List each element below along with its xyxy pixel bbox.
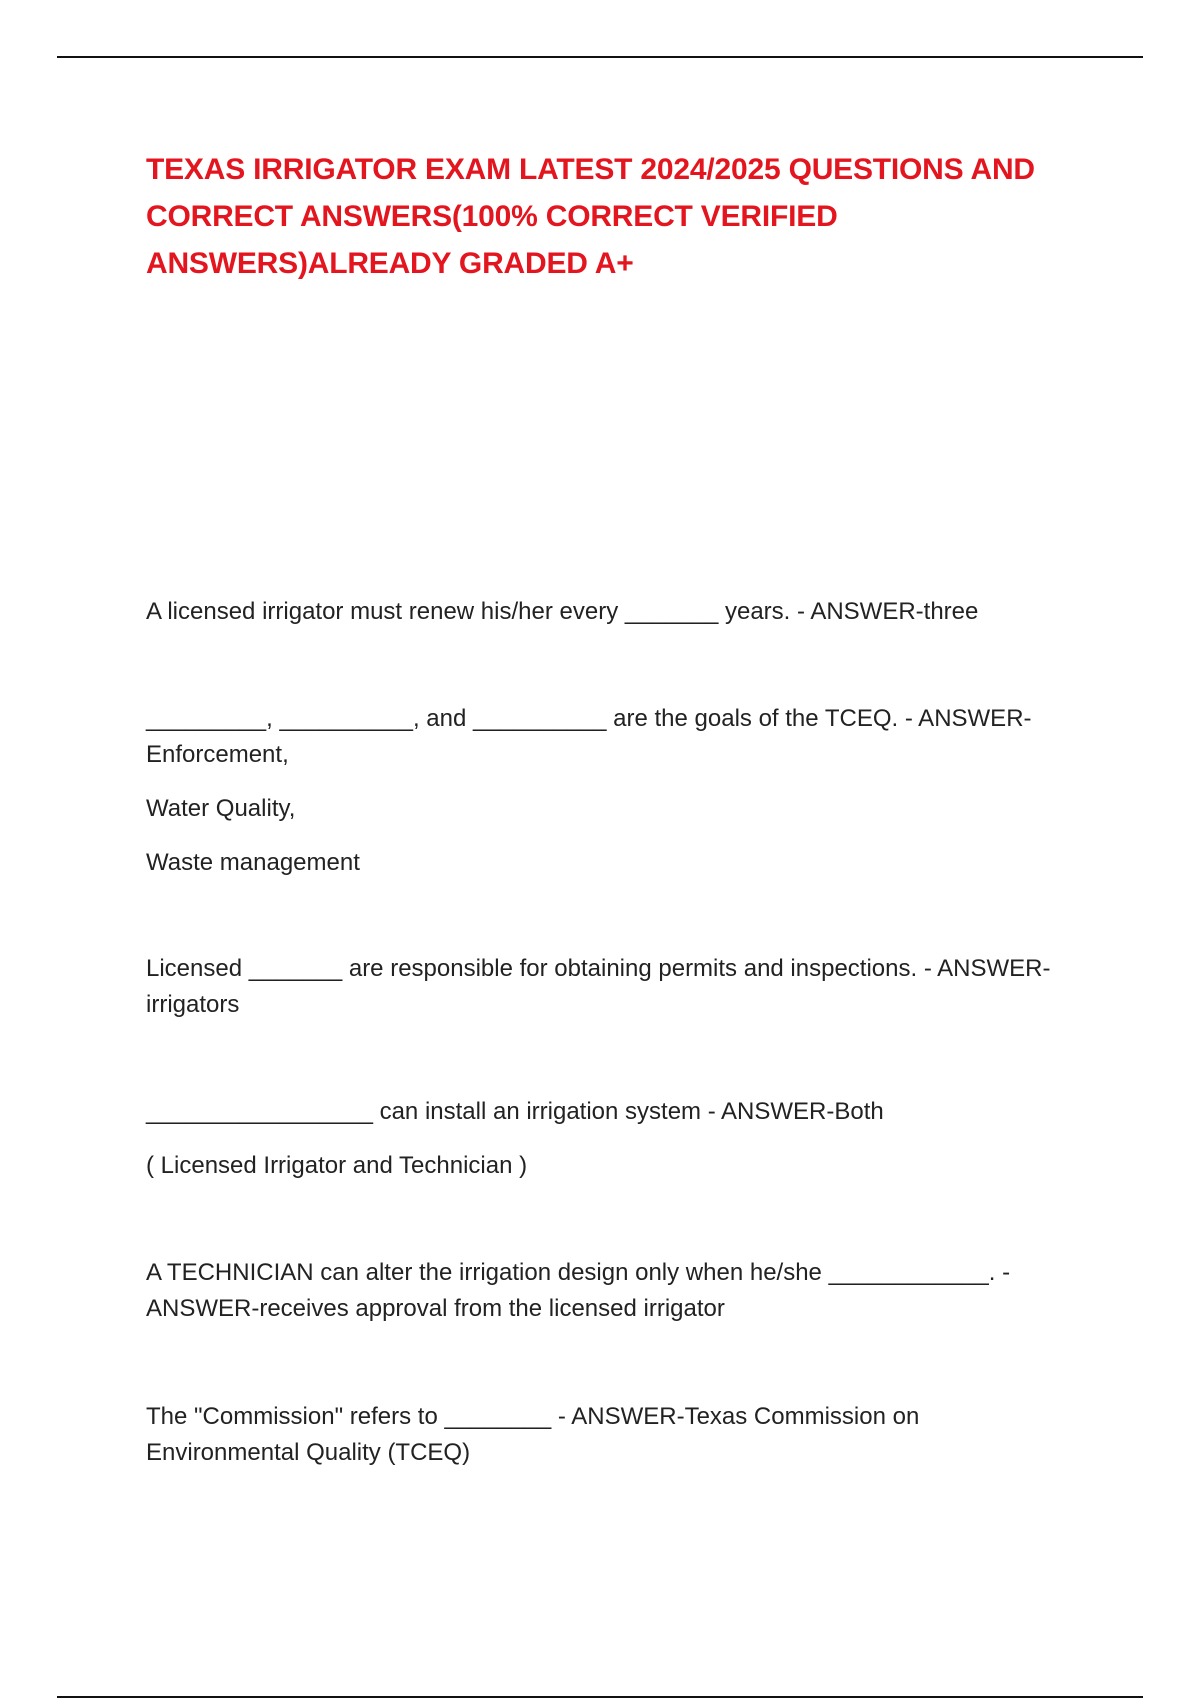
qa-item-renewal (146, 594, 1066, 630)
qa-answer-line: Water Quality, (146, 795, 296, 822)
qa-text: The "Commission" refers to ________ - ANSWER-Texas Commission on Environmental Quality (TCEQ) (146, 1403, 920, 1466)
qa-text: _________, __________, and __________ are the goals of the TCEQ. - ANSWER-Enforcement, (146, 705, 1032, 768)
qa-text: A licensed irrigator must renew his/her every _______ years. - ANSWER-three (146, 598, 979, 625)
qa-text: A TECHNICIAN can alter the irrigation design only when he/she ____________. - ANSWER-receives approval from the licensed irrigator (146, 1259, 1011, 1322)
qa-item-permits (146, 951, 1066, 1023)
document-title: TEXAS IRRIGATOR EXAM LATEST 2024/2025 QUESTIONS AND CORRECT ANSWERS(100% CORRECT VERIFIED ANSWERS)ALREADY GRADED A+ (146, 153, 1035, 280)
qa-answer-line: Waste management (146, 849, 360, 876)
page-top-rule (57, 56, 1143, 58)
qa-item-install (146, 1094, 1066, 1184)
qa-text: _________________ can install an irrigation system - ANSWER-Both (146, 1098, 884, 1125)
page-bottom-rule (57, 1696, 1143, 1698)
qa-item-technician (146, 1255, 1066, 1327)
qa-answer-line: ( Licensed Irrigator and Technician ) (146, 1152, 528, 1179)
qa-text: Licensed _______ are responsible for obtaining permits and inspections. - ANSWER-irrigators (146, 955, 1051, 1018)
qa-item-tceq-goals (146, 701, 1066, 881)
qa-item-commission (146, 1399, 1066, 1471)
